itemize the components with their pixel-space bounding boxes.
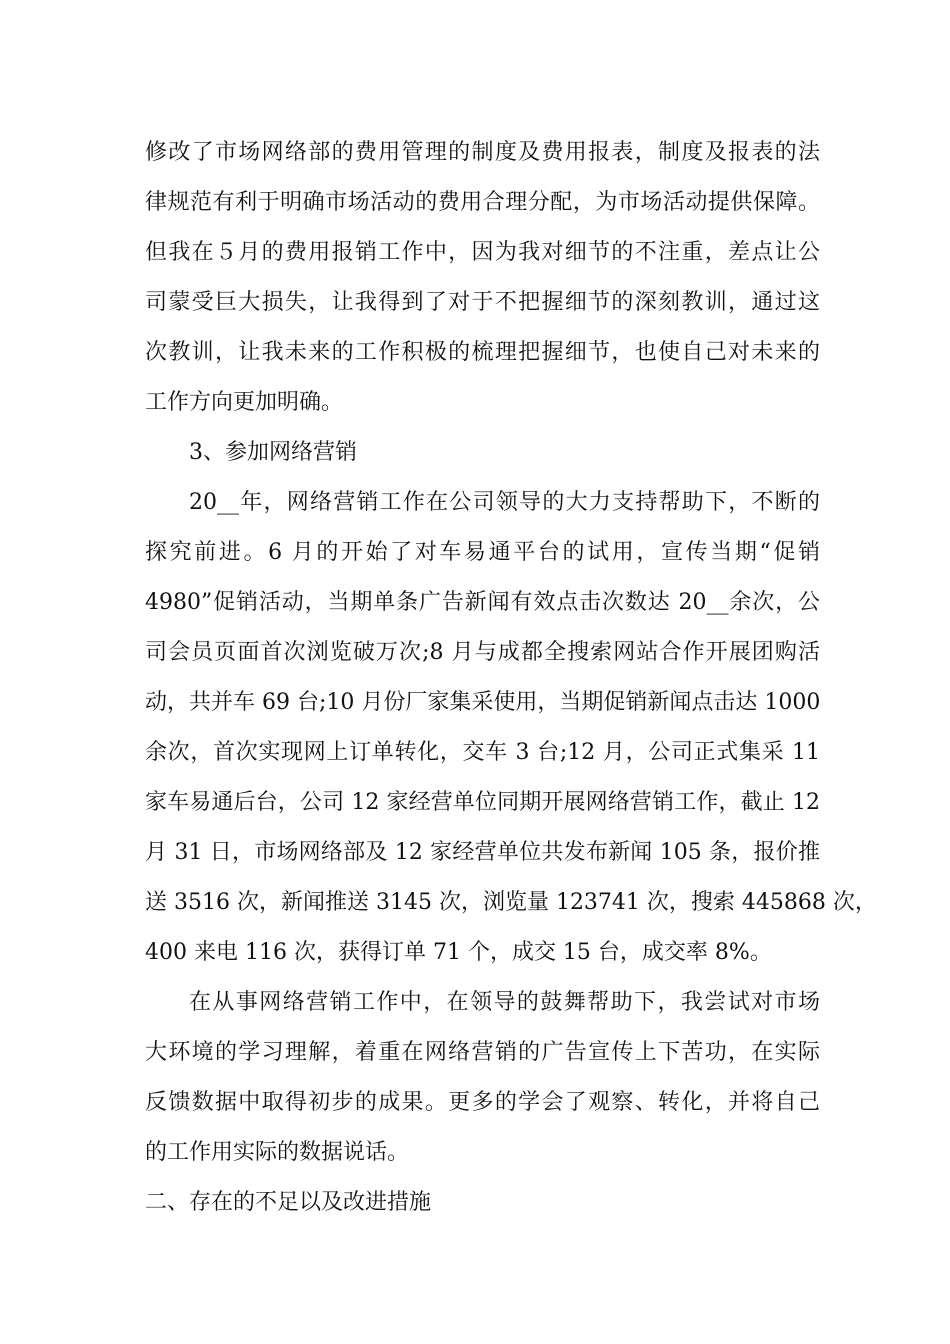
text-line: 司蒙受巨大损失，让我得到了对于不把握细节的深刻教训，通过这 — [145, 290, 820, 315]
text-line: 4980”促销活动，当期单条广告新闻有效点击次数达 20__余次，公 — [145, 590, 820, 615]
text-line: 但我在５月的费用报销工作中，因为我对细节的不注重，差点让公 — [145, 240, 820, 265]
section-heading-shortcomings — [145, 1178, 820, 1228]
text-line: 的工作用实际的数据说话。 — [145, 1140, 410, 1165]
text-line: 400 来电 116 次，获得订单 71 个，成交 15 台，成交率 8%。 — [145, 940, 772, 965]
section-heading: 3、参加网络营销 — [189, 440, 357, 465]
text-line: 律规范有利于明确市场活动的费用合理分配，为市场活动提供保障。 — [145, 190, 820, 215]
text-line: 司会员页面首次浏览破万次;8 月与成都全搜索网站合作开展团购活 — [145, 640, 820, 665]
paragraph-network-marketing-learning — [145, 978, 820, 1178]
text-line: 次教训，让我未来的工作积极的梳理把握细节，也使自己对未来的 — [145, 340, 820, 365]
text-line: 家车易通后台，公司 12 家经营单位同期开展网络营销工作，截止 12 — [145, 790, 820, 815]
text-line: 月 31 日，市场网络部及 12 家经营单位共发布新闻 105 条，报价推 — [145, 840, 820, 865]
paragraph-expense-management — [145, 128, 820, 428]
text-line: 大环境的学习理解，着重在网络营销的广告宣传上下苦功，在实际 — [145, 1040, 820, 1065]
text-line: 20__年，网络营销工作在公司领导的大力支持帮助下，不断的 — [189, 490, 820, 515]
paragraph-network-marketing-results — [145, 478, 877, 978]
text-line: 工作方向更加明确。 — [145, 390, 344, 415]
text-line: 送 3516 次，新闻推送 3145 次，浏览量 123741 次，搜索 445868 次， — [145, 890, 877, 915]
text-line: 在从事网络营销工作中，在领导的鼓舞帮助下，我尝试对市场 — [189, 990, 820, 1015]
text-line: 动，共并车 69 台;10 月份厂家集采使用，当期促销新闻点击达 1000 — [145, 690, 821, 715]
text-line: 余次，首次实现网上订单转化，交车 3 台;12 月，公司正式集采 11 — [145, 740, 820, 765]
subheading-network-marketing — [145, 428, 820, 478]
document-body — [145, 128, 877, 1228]
text-line: 探究前进。6 月的开始了对车易通平台的试用，宣传当期“促销 — [145, 540, 820, 565]
section-heading: 二、存在的不足以及改进措施 — [145, 1190, 432, 1215]
text-line: 反馈数据中取得初步的成果。更多的学会了观察、转化，并将自己 — [145, 1090, 820, 1115]
text-line: 修改了市场网络部的费用管理的制度及费用报表，制度及报表的法 — [145, 140, 820, 165]
